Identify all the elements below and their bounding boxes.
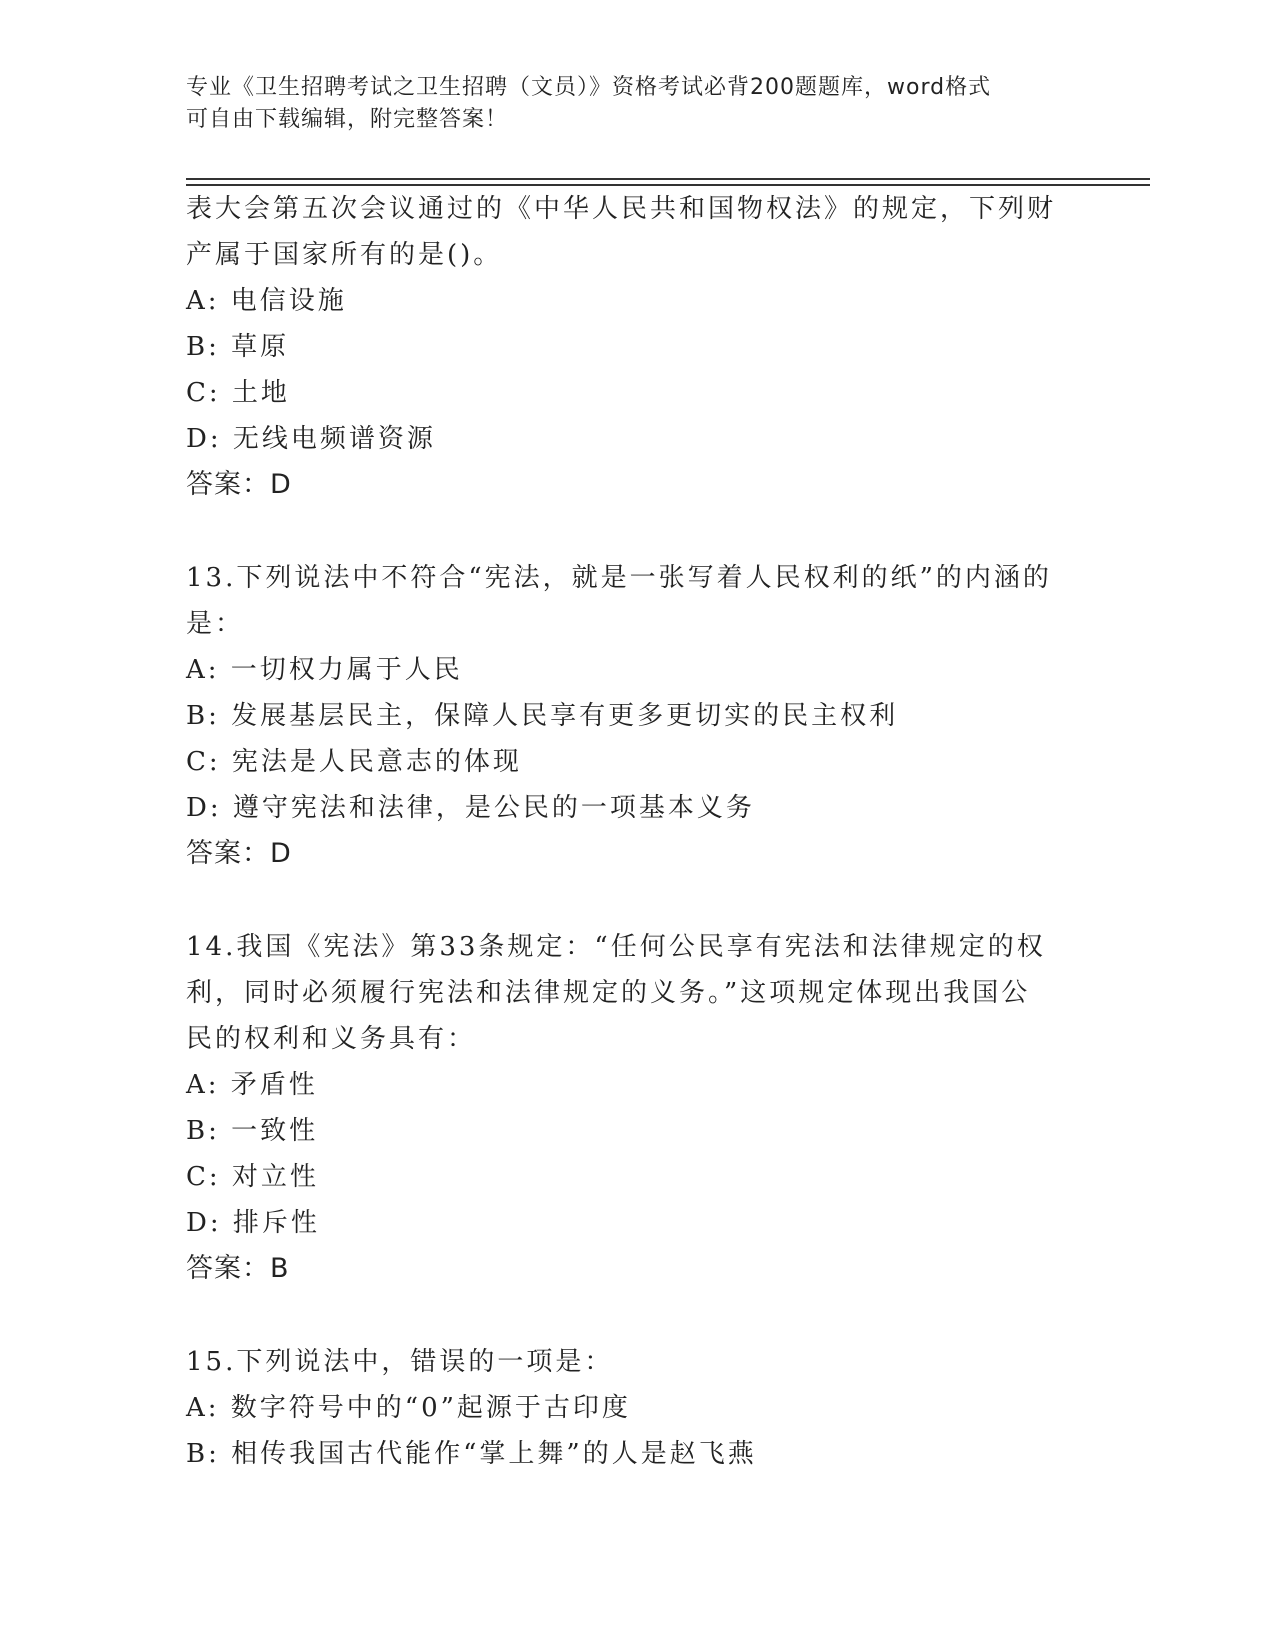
question-12 [186,186,1086,508]
option-a: A: 矛盾性 [186,1070,318,1100]
question-stem-line: 是： [186,609,245,639]
question-stem-line: 产属于国家所有的是()。 [186,240,503,270]
option-a: A: 一切权力属于人民 [186,655,463,685]
answer-line: 答案：D [186,469,292,500]
header-line-1: 专业《卫生招聘考试之卫生招聘（文员）》资格考试必背200题题库，word格式 [186,75,992,100]
option-d: D: 排斥性 [186,1208,320,1238]
question-stem-line: 利，同时必须履行宪法和法律规定的义务。”这项规定体现出我国公 [186,978,1031,1008]
question-spacer [186,508,1086,555]
question-stem-line: 民的权利和义务具有： [186,1024,477,1054]
document-header [186,72,1066,136]
option-b: B: 发展基层民主，保障人民享有更多更切实的民主权利 [186,701,899,731]
answer-line: 答案：B [186,1253,290,1284]
question-stem-line: 15.下列说法中，错误的一项是： [186,1347,614,1377]
option-c: C: 土地 [186,378,290,408]
question-stem-line: 13.下列说法中不符合“宪法，就是一张写着人民权利的纸”的内涵的 [186,563,1052,593]
option-a: A: 电信设施 [186,286,347,316]
option-b: B: 相传我国古代能作“掌上舞”的人是赵飞燕 [186,1439,757,1469]
header-divider-top [186,178,1150,180]
question-13 [186,555,1086,877]
option-a: A: 数字符号中的“0”起源于古印度 [186,1393,631,1423]
question-spacer [186,1292,1086,1339]
question-15 [186,1339,1086,1477]
option-b: B: 草原 [186,332,290,362]
header-line-2: 可自由下载编辑，附完整答案！ [186,107,509,132]
option-c: C: 宪法是人民意志的体现 [186,747,522,777]
question-stem-line: 14.我国《宪法》第33条规定：“任何公民享有宪法和法律规定的权 [186,932,1046,962]
option-d: D: 遵守宪法和法律，是公民的一项基本义务 [186,793,755,823]
answer-line: 答案：D [186,838,292,869]
question-14 [186,924,1086,1292]
question-list [186,186,1086,1477]
question-spacer [186,877,1086,924]
option-b: B: 一致性 [186,1116,319,1146]
option-c: C: 对立性 [186,1162,319,1192]
question-stem-line: 表大会第五次会议通过的《中华人民共和国物权法》的规定，下列财 [186,194,1057,224]
option-d: D: 无线电频谱资源 [186,424,436,454]
